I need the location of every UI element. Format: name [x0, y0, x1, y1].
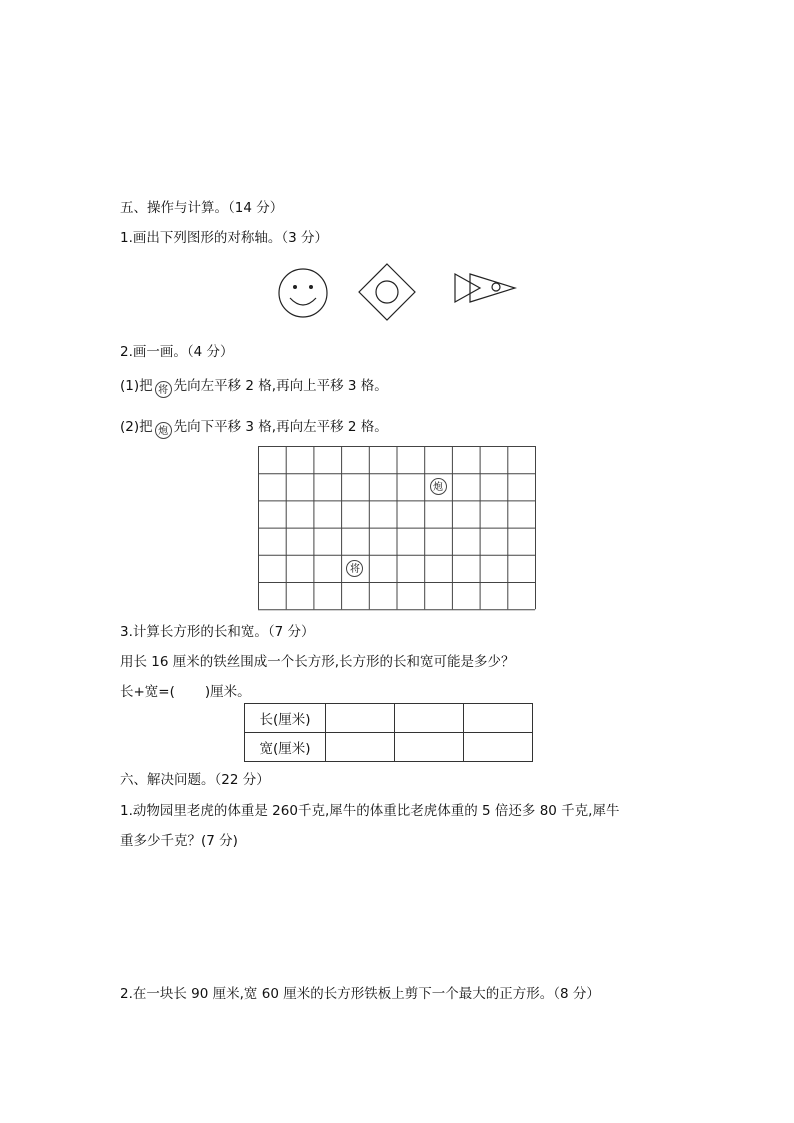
- table-row: [245, 704, 533, 733]
- answer-cell[interactable]: [464, 704, 533, 733]
- answer-cell[interactable]: [395, 733, 464, 762]
- question-5-2-item-2: (2)把 炮 先向下平移 3 格,再向左平移 2 格。: [120, 419, 388, 437]
- fish-triangles-figure: [455, 274, 515, 302]
- grid-piece-cannon: 炮: [430, 478, 447, 495]
- row-label-length: 长(厘米): [245, 704, 326, 733]
- section-5-title: 五、操作与计算。（14 分）: [120, 200, 284, 216]
- answer-cell[interactable]: [464, 733, 533, 762]
- question-6-1-line-1: 1.动物园里老虎的体重是 260千克,犀牛的体重比老虎体重的 5 倍还多 80 千克,犀牛: [120, 803, 620, 819]
- question-5-2: 2.画一画。（4 分）: [120, 344, 234, 360]
- grid-piece-general: 将: [346, 560, 363, 577]
- translation-grid: [258, 446, 536, 615]
- answer-cell[interactable]: [395, 704, 464, 733]
- question-6-1-line-2: 重多少千克？(7 分): [120, 833, 238, 849]
- question-5-3-description: 用长 16 厘米的铁丝围成一个长方形,长方形的长和宽可能是多少？: [120, 654, 515, 670]
- cannon-piece-icon: 炮: [155, 422, 172, 439]
- length-width-sum-blank: 长+宽=( )厘米。: [120, 684, 251, 700]
- diamond-circle-figure: [359, 264, 415, 320]
- answer-cell[interactable]: [326, 733, 395, 762]
- answer-cell[interactable]: [326, 704, 395, 733]
- length-width-table: [244, 703, 533, 762]
- symmetry-figures: [270, 258, 530, 324]
- question-5-3: 3.计算长方形的长和宽。（7 分）: [120, 624, 315, 640]
- table-row: [245, 733, 533, 762]
- question-6-2: 2.在一块长 90 厘米,宽 60 厘米的长方形铁板上剪下一个最大的正方形。（8 分）: [120, 986, 600, 1002]
- row-label-width: 宽(厘米): [245, 733, 326, 762]
- question-5-1: 1.画出下列图形的对称轴。（3 分）: [120, 230, 329, 246]
- smiley-face-figure: [279, 269, 327, 317]
- grid-lines: [258, 446, 536, 611]
- general-piece-icon: 将: [155, 381, 172, 398]
- question-5-2-item-1: (1)把 将 先向左平移 2 格,再向上平移 3 格。: [120, 378, 388, 396]
- section-6-title: 六、解决问题。（22 分）: [120, 772, 270, 788]
